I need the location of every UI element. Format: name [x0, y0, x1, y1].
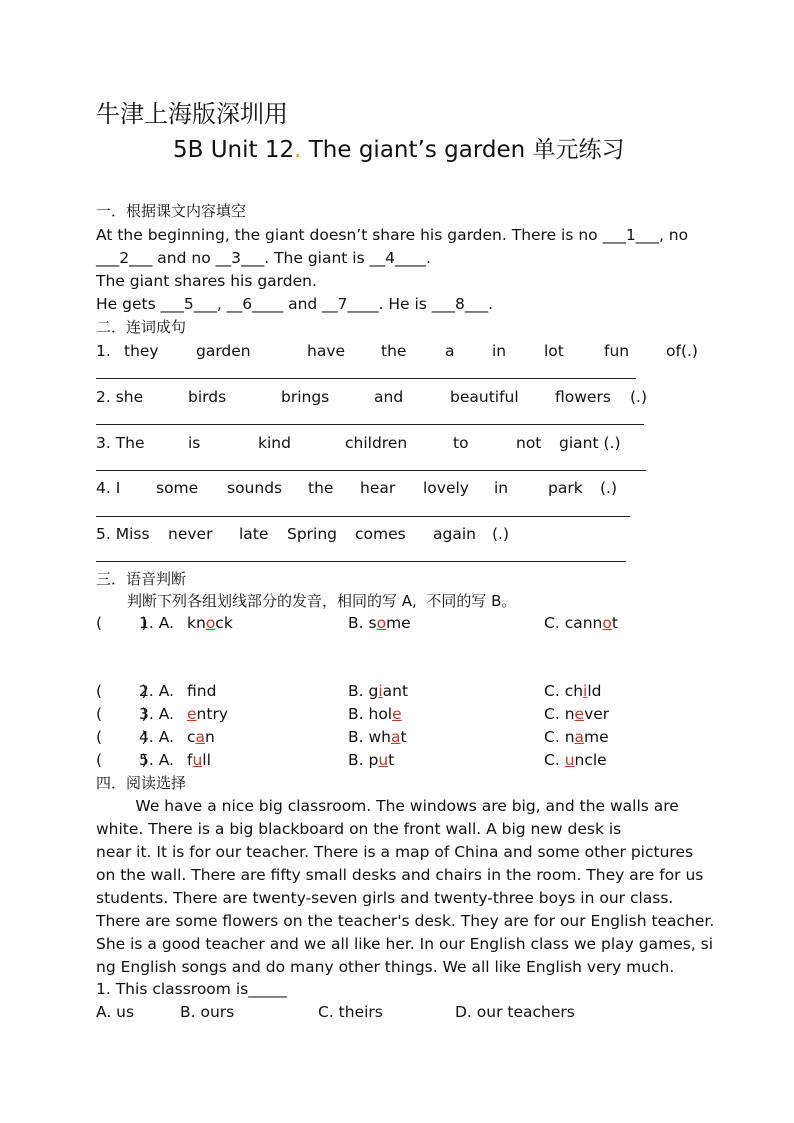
answer-paren[interactable]: ( ) — [96, 705, 148, 723]
section1-heading: 一．根据课文内容填空 — [96, 202, 247, 220]
answer-line-1[interactable] — [96, 377, 636, 379]
option-a-word: can — [187, 728, 215, 746]
phonics-row-1 — [96, 612, 706, 634]
word: park — [548, 479, 583, 497]
item-number: 2. A. — [139, 682, 179, 700]
option-c[interactable]: C. theirs — [318, 1003, 383, 1021]
underlined-letter: i — [583, 682, 588, 700]
word: of(.) — [666, 342, 698, 360]
word: kind — [258, 434, 291, 452]
page-subtitle: 5B Unit 12. The giant’s garden 单元练习 — [173, 137, 625, 163]
scramble-row-1 — [96, 340, 706, 362]
word: 5. Miss — [96, 525, 150, 543]
word: giant (.) — [559, 434, 621, 452]
option-b: B. hole — [348, 705, 402, 723]
phonics-row-4 — [96, 726, 706, 748]
unit-practice-label: 单元练习 — [532, 137, 625, 163]
word: (.) — [492, 525, 510, 543]
word: lovely — [423, 479, 469, 497]
underlined-letter: a — [195, 728, 206, 746]
question-1-options — [96, 1001, 706, 1023]
answer-paren[interactable]: ( ) — [96, 682, 148, 700]
underlined-letter: u — [564, 751, 575, 769]
section1-line-2: ___2___ and no __3___. The giant is __4____. — [96, 249, 431, 267]
word-part: ck — [215, 614, 233, 632]
word: hear — [360, 479, 396, 497]
option-a-word: entry — [187, 705, 228, 723]
underlined-letter: e — [187, 705, 197, 723]
underlined-letter: a — [574, 728, 585, 746]
option-d[interactable]: D. our teachers — [455, 1003, 575, 1021]
option-c: C. never — [544, 705, 610, 723]
underlined-letter: e — [574, 705, 585, 723]
word: garden — [196, 342, 251, 360]
word: 1. — [96, 342, 111, 360]
section2-heading: 二．连词成句 — [96, 318, 187, 336]
underlined-letter: o — [602, 614, 612, 632]
answer-paren[interactable]: ( ) — [96, 614, 148, 632]
word: fun — [604, 342, 630, 360]
passage-line-1: We have a nice big classroom. The windows are big, and the walls are — [96, 797, 679, 815]
word: lot — [544, 342, 564, 360]
phonics-row-2 — [96, 680, 706, 702]
answer-line-5[interactable] — [96, 560, 626, 562]
word: have — [307, 342, 346, 360]
word: comes — [355, 525, 406, 543]
underlined-letter: u — [378, 751, 389, 769]
passage-line-3: near it. It is for our teacher. There is a map of China and some other pictures — [96, 843, 694, 861]
underlined-letter: a — [391, 728, 401, 746]
word: (.) — [600, 479, 618, 497]
answer-line-2[interactable] — [96, 423, 644, 425]
option-c: C. cannot — [544, 614, 618, 632]
answer-line-3[interactable] — [96, 469, 646, 471]
word: 2. she — [96, 388, 144, 406]
item-number: 4. A. — [139, 728, 179, 746]
underlined-letter: i — [378, 682, 383, 700]
passage-line-5: students. There are twenty-seven girls and twenty-three boys in our class. — [96, 889, 674, 907]
answer-line-4[interactable] — [96, 515, 630, 517]
option-a-word: full — [187, 751, 211, 769]
option-b: B. what — [348, 728, 407, 746]
passage-line-8: ng English songs and do many other things. We all like English very much. — [96, 958, 675, 976]
option-a-word: fnd — [187, 682, 217, 700]
word: the — [381, 342, 407, 360]
underlined-letter: e — [392, 705, 402, 723]
word: never — [168, 525, 213, 543]
item-number: 3. A. — [139, 705, 179, 723]
word: in — [494, 479, 509, 497]
question-1: 1. This classroom is_____ — [96, 980, 287, 998]
underlined-letter: u — [192, 751, 203, 769]
section3-heading: 三．语音判断 — [96, 570, 187, 588]
answer-paren[interactable]: ( ) — [96, 751, 148, 769]
underlined-letter: o — [376, 614, 387, 632]
word: the — [308, 479, 334, 497]
word: sounds — [227, 479, 283, 497]
option-c: C. uncle — [544, 751, 607, 769]
word: beautiful — [450, 388, 519, 406]
option-b[interactable]: B. ours — [180, 1003, 235, 1021]
word: to — [453, 434, 469, 452]
answer-paren[interactable]: ( ) — [96, 728, 148, 746]
section3-instruction: 判断下列各组划线部分的发音，相同的写 A, 不同的写 B。 — [127, 592, 517, 610]
scramble-row-5 — [96, 523, 706, 545]
option-a[interactable]: A. us — [96, 1003, 135, 1021]
passage-line-6: There are some flowers on the teacher's desk. They are for our English teacher. — [96, 912, 715, 930]
word: birds — [188, 388, 227, 406]
passage-line-4: on the wall. There are fifty small desks and chairs in the room. They are for us — [96, 866, 704, 884]
word: 3. The — [96, 434, 145, 452]
option-b: B. giant — [348, 682, 409, 700]
section1-line-1: At the beginning, the giant doesn’t share his garden. There is no ___1___, no — [96, 226, 689, 244]
word: in — [492, 342, 507, 360]
word: children — [345, 434, 408, 452]
word: a — [445, 342, 455, 360]
word: is — [188, 434, 201, 452]
word: 4. I — [96, 479, 121, 497]
unit-name: The giant’s garden — [301, 137, 526, 163]
option-c: C. name — [544, 728, 609, 746]
page-title: 牛津上海版深圳用 — [96, 100, 288, 128]
word: and — [374, 388, 404, 406]
section1-line-4: He gets ___5___, __6____ and __7____. He is ___8___. — [96, 295, 494, 313]
option-b: B. put — [348, 751, 395, 769]
option-c: C. child — [544, 682, 602, 700]
word-part: kn — [187, 614, 206, 632]
unit-label: 5B Unit 12 — [173, 137, 295, 163]
phonics-row-3 — [96, 703, 706, 725]
word: again — [433, 525, 476, 543]
item-number: 5. A. — [139, 751, 179, 769]
word: (.) — [630, 388, 648, 406]
option-a-word — [187, 612, 233, 634]
word: Spring — [287, 525, 338, 543]
passage-line-2: white. There is a big blackboard on the front wall. A big new desk is — [96, 820, 622, 838]
scramble-row-2 — [96, 386, 706, 408]
item-number: 1. A. — [139, 614, 179, 632]
option-b: B. some — [348, 614, 411, 632]
section1-line-3: The giant shares his garden. — [96, 272, 317, 290]
word: brings — [281, 388, 330, 406]
word: some — [156, 479, 199, 497]
underlined-letter: o — [205, 614, 216, 632]
section4-heading: 四．阅读选择 — [96, 774, 187, 792]
phonics-row-5 — [96, 749, 706, 771]
passage-line-7: She is a good teacher and we all like her. In our English class we play games, si — [96, 935, 714, 953]
scramble-row-4 — [96, 477, 706, 499]
scramble-row-3 — [96, 432, 706, 454]
word: not — [516, 434, 542, 452]
word: late — [239, 525, 269, 543]
word: flowers — [555, 388, 611, 406]
word: they — [124, 342, 159, 360]
